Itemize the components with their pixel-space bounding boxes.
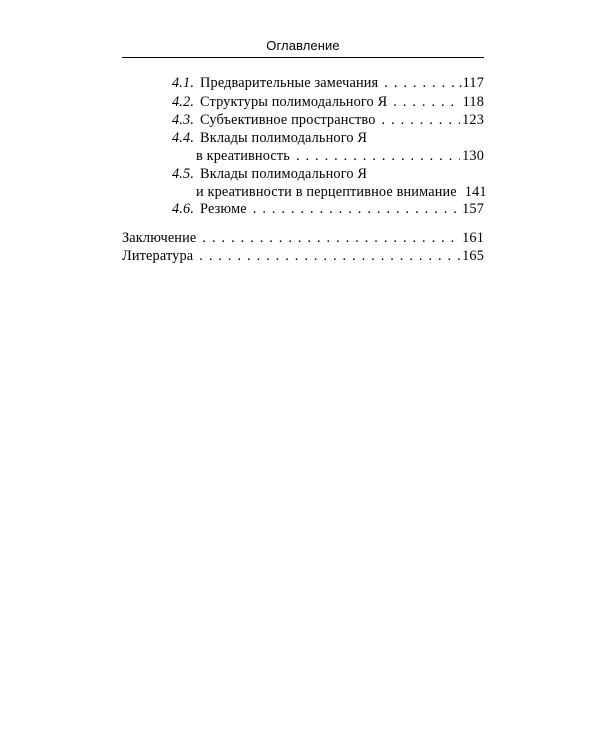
dot-leader [393,93,460,111]
toc-entry-page: .117 [458,75,484,91]
toc-entry-number: 4.3. [172,112,195,128]
dot-leader [384,74,457,92]
dot-leader [202,229,460,247]
toc-entry-page: 165 [462,248,484,264]
toc-entry-page: 141 [464,184,487,200]
toc-entry-title-continuation: в креативность [196,148,290,164]
toc-entry-page: 123 [462,112,484,128]
dot-leader [382,111,461,129]
toc-entry-page: 118 [462,94,484,110]
toc-entry-title: Субъективное пространство [200,112,376,128]
toc-entry-4-4[interactable] [172,129,484,165]
toc-entry-title-continuation: и креативности в перцептивное внимание [196,184,457,200]
toc-entry-number: 4.5. [172,166,195,182]
toc-entry-title: Резюме [200,201,247,217]
dot-leader [199,247,460,265]
toc-entry-page: 157 [462,201,484,217]
toc-entry-title: Заключение [122,230,197,246]
dot-leader [296,147,460,165]
toc-entry-title: Предварительные замечания [200,75,379,91]
toc-entry-4-5[interactable] [172,165,487,201]
running-head: Оглавление [266,38,340,53]
toc-entry-title: Структуры полимодального Я [200,94,388,110]
dot-leader [253,200,460,218]
toc-entry-title: Вклады полимодального Я [200,166,368,182]
header-rule [122,57,484,58]
toc-entry-4-3[interactable] [172,111,484,129]
toc-entry-number: 4.2. [172,94,195,110]
toc-entry-title: Литература [122,248,194,264]
toc-entry-page: 130 [462,148,484,164]
toc-entry-number: 4.4. [172,130,195,146]
toc-entry-number: 4.6. [172,201,195,217]
toc-entry-title: Вклады полимодального Я [200,130,368,146]
toc-entry-4-1[interactable] [172,74,484,92]
toc-entry-4-2[interactable] [172,93,484,111]
toc-entry-4-6[interactable] [172,200,484,218]
toc-entry-conclusion[interactable] [122,229,484,247]
toc-entry-page: 161 [462,230,484,246]
toc-entry-references[interactable] [122,247,484,265]
toc-entry-number: 4.1. [172,75,195,91]
